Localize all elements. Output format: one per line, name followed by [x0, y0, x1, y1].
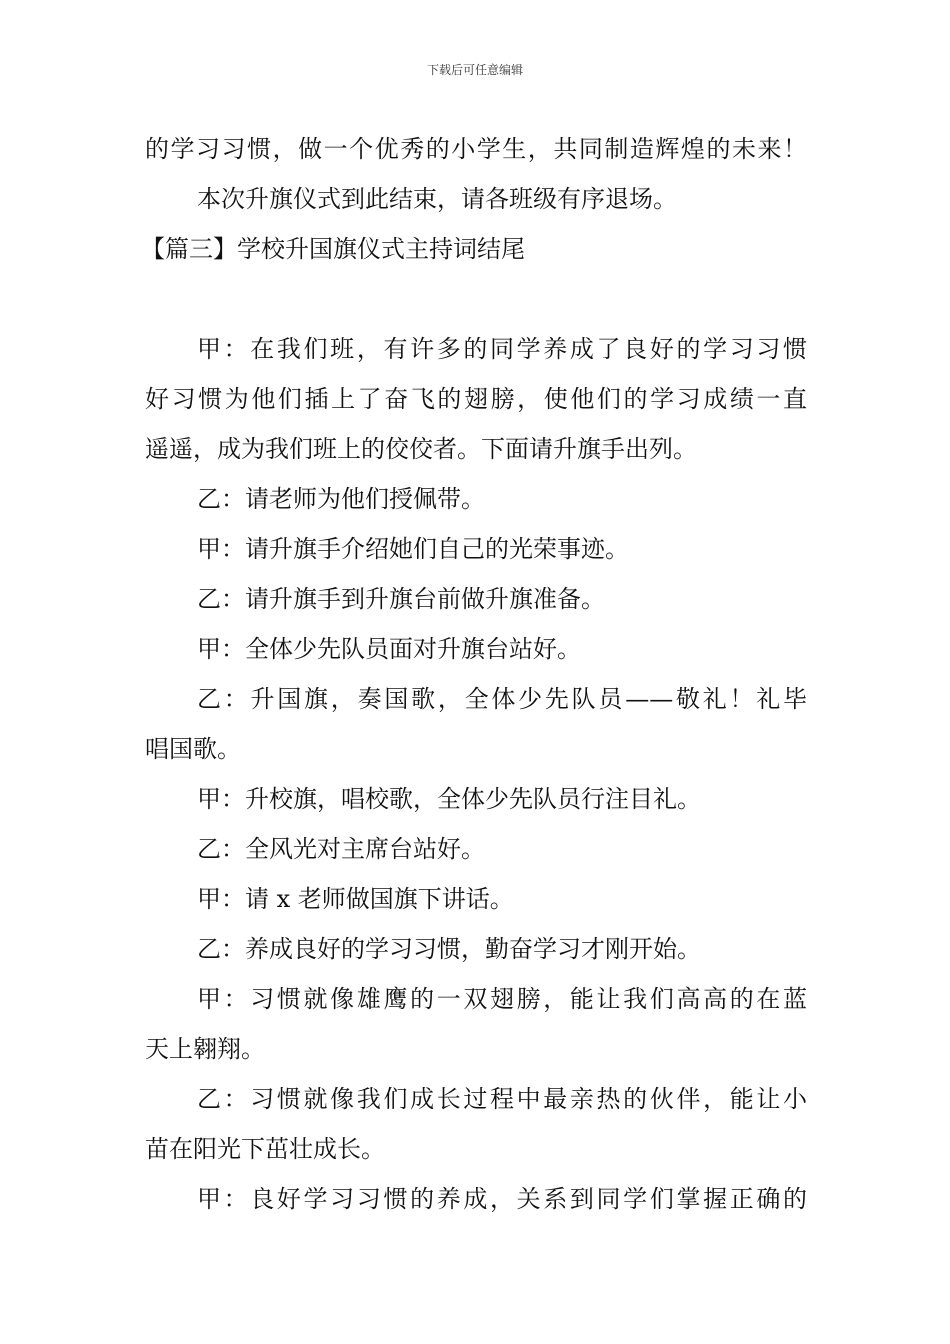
blank-line [145, 274, 807, 324]
paragraph-line: 甲：请 x 老师做国旗下讲话。 [197, 885, 514, 913]
paragraph-line: 乙：养成良好的学习习惯，勤奋学习才刚开始。 [197, 935, 701, 963]
paragraph-line: 甲：升校旗，唱校歌，全体少先队员行注目礼。 [197, 785, 701, 813]
page-header: 下载后可任意编辑 [426, 63, 523, 77]
paragraph-line: 甲：全体少先队员面对升旗台站好。 [197, 635, 581, 663]
paragraph-line: 甲：良好学习习惯的养成，关系到同学们掌握正确的 [197, 1185, 807, 1213]
paragraph-line: 苗在阳光下茁壮成长。 [145, 1135, 385, 1163]
paragraph-line: 甲：请升旗手介绍她们自己的光荣事迹。 [197, 535, 629, 563]
paragraph-line: 甲：在我们班，有许多的同学养成了良好的学习习惯 [197, 335, 807, 363]
paragraph-line: 遥遥，成为我们班上的佼佼者。下面请升旗手出列。 [145, 435, 697, 463]
paragraph-line: 乙：请升旗手到升旗台前做升旗准备。 [197, 585, 605, 613]
document-body [141, 124, 807, 1224]
paragraph-line: 天上翱翔。 [145, 1035, 265, 1063]
paragraph-line: 乙：请老师为他们授佩带。 [197, 485, 485, 513]
paragraph-line: 甲：习惯就像雄鹰的一双翅膀，能让我们高高的在蓝 [197, 985, 807, 1013]
paragraph-line: 唱国歌。 [145, 735, 241, 763]
paragraph-line: 乙：升国旗，奏国歌，全体少先队员——敬礼！礼毕 [197, 685, 807, 713]
section-heading: 【篇三】学校升国旗仪式主持词结尾 [141, 235, 525, 263]
paragraph-line: 的学习习惯，做一个优秀的小学生，共同制造辉煌的未来！ [145, 135, 807, 163]
paragraph-line: 好习惯为他们插上了奋飞的翅膀，使他们的学习成绩一直 [145, 385, 807, 413]
paragraph-line: 乙：习惯就像我们成长过程中最亲热的伙伴，能让小 [197, 1085, 807, 1113]
paragraph-line: 本次升旗仪式到此结束，请各班级有序退场。 [197, 185, 677, 213]
paragraph-line: 乙：全风光对主席台站好。 [197, 835, 485, 863]
